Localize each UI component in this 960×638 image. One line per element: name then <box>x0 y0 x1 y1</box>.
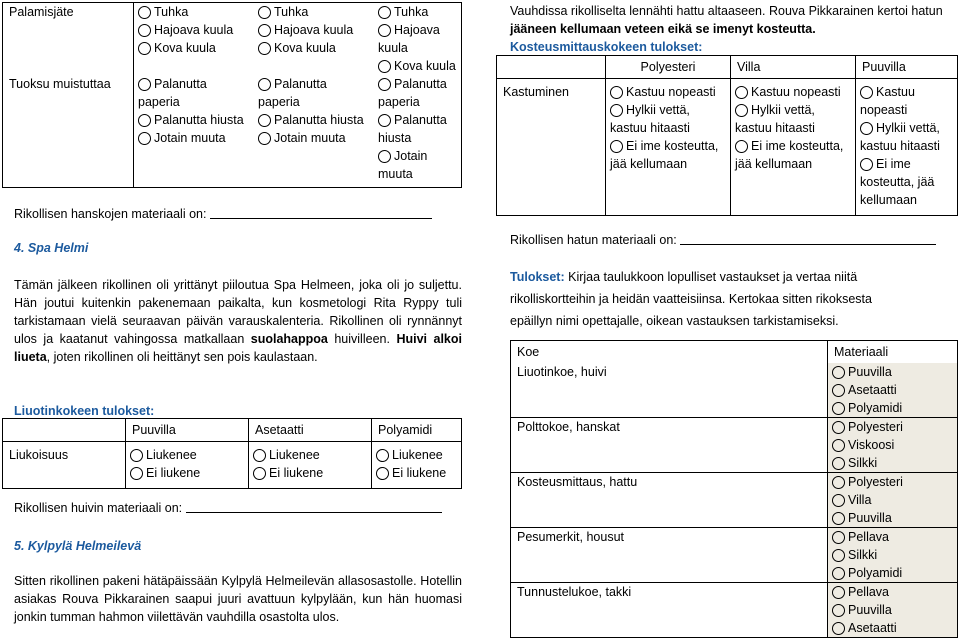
option-label: Pellava <box>848 585 889 599</box>
table-row <box>511 363 958 418</box>
option-label: Hajoava kuula <box>274 23 354 37</box>
option-group <box>134 3 255 76</box>
radio-circle[interactable] <box>860 122 873 135</box>
option-group <box>372 442 462 489</box>
option-label: Kova kuula <box>274 41 336 55</box>
radio-circle[interactable] <box>253 467 266 480</box>
radio-circle[interactable] <box>860 86 873 99</box>
radio-circle[interactable] <box>378 114 391 127</box>
radio-circle[interactable] <box>378 24 391 37</box>
option-label: Ei liukene <box>392 466 447 480</box>
test-name: Liuotinkoe, huivi <box>511 363 828 418</box>
option-label: Hylkii vettä, kastuu hitaasti <box>735 103 815 135</box>
section4-title: 4. Spa Helmi <box>14 241 89 255</box>
radio-circle[interactable] <box>832 567 845 580</box>
option-label: Palanutta hiusta <box>154 113 244 127</box>
column-header: Puuvilla <box>126 419 249 442</box>
option-group <box>828 583 958 638</box>
option-label: Pellava <box>848 530 889 544</box>
option-label: Kova kuula <box>154 41 216 55</box>
dissolve-header: Liuotinkokeen tulokset: <box>14 404 155 418</box>
scarf-question-label: Rikollisen huivin materiaali on: <box>14 501 183 515</box>
scarf-question <box>14 499 464 517</box>
radio-circle[interactable] <box>832 402 845 415</box>
option-group <box>828 363 958 418</box>
option-label: Asetaatti <box>848 621 897 635</box>
option-group <box>606 79 731 216</box>
row-label: Liukoisuus <box>9 448 69 462</box>
option-label: Hajoava kuula <box>154 23 234 37</box>
section4-paragraph: Tämän jälkeen rikollinen oli yrittänyt piiloutua Spa Helmeen, joka oli jo suljettu. Hän joutui kuitenkin pakenemaan paikalta, kun kosmetologi Rita Ryppy tuli tarkistamaan vielä seuraavan päivän varauskalenteria. Rikollinen oli rynnännyt ulos ja kaatanut vahingossa matkallaan suolahappoa huivilleen. Huivi alkoi liueta, joten rikollinen oli heittänyt sen pois kaulastaan. <box>14 278 462 364</box>
option-group <box>254 75 374 188</box>
option-label: Liukenee <box>146 448 197 462</box>
radio-circle[interactable] <box>138 78 151 91</box>
option-label: Jotain muuta <box>154 131 226 145</box>
option-label: Silkki <box>848 548 878 562</box>
option-label: Kova kuula <box>394 59 456 73</box>
option-label: Villa <box>848 493 872 507</box>
radio-circle[interactable] <box>735 104 748 117</box>
radio-circle[interactable] <box>258 78 271 91</box>
option-label: Hylkii vettä, kastuu hitaasti <box>860 121 940 153</box>
moisture-table <box>496 55 958 216</box>
radio-circle[interactable] <box>832 457 845 470</box>
radio-circle[interactable] <box>138 114 151 127</box>
radio-circle[interactable] <box>378 150 391 163</box>
radio-circle[interactable] <box>138 42 151 55</box>
option-label: Liukenee <box>392 448 443 462</box>
option-label: Ei ime kosteutta, jää kellumaan <box>735 139 844 171</box>
option-label: Puuvilla <box>848 511 892 525</box>
radio-circle[interactable] <box>832 531 845 544</box>
test-name: Polttokoe, hanskat <box>511 418 828 473</box>
radio-circle[interactable] <box>610 140 623 153</box>
table-row <box>511 528 958 583</box>
option-group <box>249 442 372 489</box>
option-label: Polyesteri <box>848 420 903 434</box>
option-group <box>731 79 856 216</box>
option-group <box>374 3 462 76</box>
radio-circle[interactable] <box>258 42 271 55</box>
table-row <box>511 341 958 364</box>
column-header: Koe <box>511 341 828 364</box>
burn-test-table <box>2 2 462 188</box>
radio-circle[interactable] <box>832 549 845 562</box>
option-label: Asetaatti <box>848 383 897 397</box>
radio-circle[interactable] <box>735 86 748 99</box>
table-row <box>3 75 462 188</box>
option-label: Polyamidi <box>848 401 903 415</box>
hat-question <box>510 231 958 249</box>
table-row <box>511 473 958 528</box>
radio-circle[interactable] <box>832 494 845 507</box>
option-label: Silkki <box>848 456 878 470</box>
option-label: Polyamidi <box>848 566 903 580</box>
radio-circle[interactable] <box>832 384 845 397</box>
radio-circle[interactable] <box>138 132 151 145</box>
section5-title: 5. Kylpylä Helmeilevä <box>14 539 142 553</box>
radio-circle[interactable] <box>258 114 271 127</box>
radio-circle[interactable] <box>610 104 623 117</box>
option-label: Jotain muuta <box>274 131 346 145</box>
section5-paragraph: Sitten rikollinen pakeni hätäpäissään Kylpylä Helmeilevän allasosastolle. Hotellin asiakas Rouva Pikkarainen saapui juuri avattuun kylpylään, kun hän huomasi jonkin tumman hahmon viilettävän vauhdilla osastolta ulos. <box>14 574 462 624</box>
radio-circle[interactable] <box>138 6 151 19</box>
hat-answer-line[interactable] <box>680 232 936 245</box>
option-group <box>828 528 958 583</box>
results-paragraph: Tulokset: Kirjaa taulukkoon lopulliset vastaukset ja vertaa niitä rikolliskortteihin ja heidän vaatteisiinsa. Kertokaa sitten rikoksesta epäillyn nimi opettajalle, oikean vastauksen tarkistamiseksi. <box>510 270 872 328</box>
option-group <box>254 3 374 76</box>
option-label: Puuvilla <box>848 603 892 617</box>
table-row <box>3 419 462 442</box>
option-group <box>828 418 958 473</box>
option-label: Ei liukene <box>269 466 324 480</box>
radio-circle[interactable] <box>832 604 845 617</box>
row-label: Tuoksu muistuttaa <box>3 75 134 188</box>
radio-circle[interactable] <box>138 24 151 37</box>
radio-circle[interactable] <box>258 24 271 37</box>
radio-circle[interactable] <box>378 6 391 19</box>
option-label: Kastuu nopeasti <box>860 85 915 117</box>
option-label: Palanutta hiusta <box>378 113 447 145</box>
option-label: Palanutta paperia <box>138 77 207 109</box>
table-row <box>511 583 958 638</box>
option-label: Tuhka <box>394 5 429 19</box>
hat-question-label: Rikollisen hatun materiaali on: <box>510 233 677 247</box>
test-name: Pesumerkit, housut <box>511 528 828 583</box>
radio-circle[interactable] <box>376 449 389 462</box>
radio-circle[interactable] <box>610 86 623 99</box>
option-label: Kastuu nopeasti <box>626 85 716 99</box>
option-label: Kastuu nopeasti <box>751 85 841 99</box>
gloves-answer-line[interactable] <box>210 206 432 219</box>
gloves-question <box>14 205 464 223</box>
row-label: Kastuminen <box>503 85 570 99</box>
radio-circle[interactable] <box>832 586 845 599</box>
option-label: Puuvilla <box>848 365 892 379</box>
radio-circle[interactable] <box>378 60 391 73</box>
table-row <box>497 79 958 216</box>
radio-circle[interactable] <box>130 467 143 480</box>
radio-circle[interactable] <box>832 439 845 452</box>
row-label: Palamisjäte <box>3 3 134 76</box>
option-group <box>374 75 462 188</box>
option-group <box>856 79 958 216</box>
radio-circle[interactable] <box>860 158 873 171</box>
column-header: Polyesteri <box>606 56 731 79</box>
table-row <box>3 3 462 76</box>
radio-circle[interactable] <box>253 449 266 462</box>
option-label: Palanutta paperia <box>258 77 327 109</box>
radio-circle[interactable] <box>832 512 845 525</box>
option-label: Palanutta hiusta <box>274 113 364 127</box>
summary-table <box>510 340 958 638</box>
radio-circle[interactable] <box>832 421 845 434</box>
scarf-answer-line[interactable] <box>186 500 442 513</box>
radio-circle[interactable] <box>832 622 845 635</box>
option-group <box>126 442 249 489</box>
column-header: Puuvilla <box>856 56 958 79</box>
radio-circle[interactable] <box>130 449 143 462</box>
column-header: Asetaatti <box>249 419 372 442</box>
radio-circle[interactable] <box>378 78 391 91</box>
column-header: Villa <box>731 56 856 79</box>
option-group <box>134 75 255 188</box>
option-label: Jotain muuta <box>378 149 428 181</box>
option-label: Hajoava kuula <box>378 23 440 55</box>
table-row <box>3 442 462 489</box>
radio-circle[interactable] <box>735 140 748 153</box>
option-label: Polyesteri <box>848 475 903 489</box>
table-row <box>497 56 958 79</box>
radio-circle[interactable] <box>832 366 845 379</box>
option-label: Tuhka <box>154 5 189 19</box>
option-label: Liukenee <box>269 448 320 462</box>
hat-intro-paragraph: Vauhdissa rikolliselta lennähti hattu altaaseen. Rouva Pikkarainen kertoi hatun jääneen kellumaan veteen eikä se imenyt kosteutta. <box>510 4 943 36</box>
option-label: Hylkii vettä, kastuu hitaasti <box>610 103 690 135</box>
radio-circle[interactable] <box>832 476 845 489</box>
radio-circle[interactable] <box>376 467 389 480</box>
table-row <box>511 418 958 473</box>
option-label: Ei ime kosteutta, jää kellumaan <box>860 157 935 207</box>
gloves-question-label: Rikollisen hanskojen materiaali on: <box>14 207 207 221</box>
column-header: Materiaali <box>834 345 889 359</box>
dissolve-table <box>2 418 462 489</box>
option-label: Ei ime kosteutta, jää kellumaan <box>610 139 719 171</box>
test-name: Kosteusmittaus, hattu <box>511 473 828 528</box>
radio-circle[interactable] <box>258 132 271 145</box>
test-name: Tunnustelukoe, takki <box>511 583 828 638</box>
option-label: Palanutta paperia <box>378 77 447 109</box>
option-label: Tuhka <box>274 5 309 19</box>
option-label: Ei liukene <box>146 466 201 480</box>
option-label: Viskoosi <box>848 438 895 452</box>
option-group <box>828 473 958 528</box>
column-header: Polyamidi <box>372 419 462 442</box>
radio-circle[interactable] <box>258 6 271 19</box>
moisture-header: Kosteusmittauskokeen tulokset: <box>510 40 703 54</box>
